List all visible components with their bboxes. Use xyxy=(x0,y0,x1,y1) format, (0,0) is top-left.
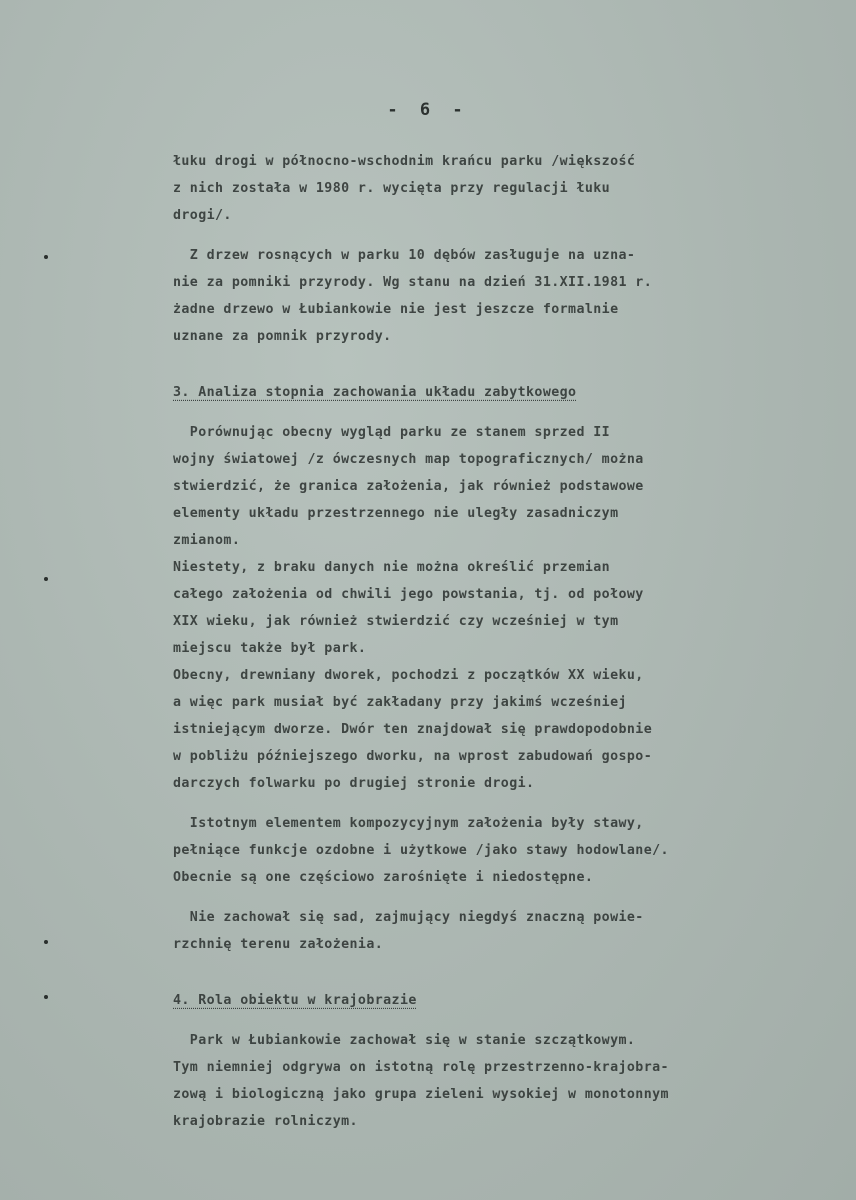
paragraph xyxy=(173,904,813,958)
text-line: Z drzew rosnących w parku 10 dębów zasługuje na uzna- xyxy=(173,248,636,263)
section-heading: 4. Rola obiektu w krajobrazie xyxy=(173,993,417,1008)
paragraph xyxy=(173,1027,813,1135)
text-line: Porównując obecny wygląd parku ze stanem sprzed II xyxy=(173,425,611,440)
text-line: krajobrazie rolniczym. xyxy=(173,1114,358,1129)
text-line: elementy układu przestrzennego nie uległy zasadniczym xyxy=(173,506,619,521)
text-line: Obecny, drewniany dworek, pochodzi z początków XX wieku, xyxy=(173,668,644,683)
text-line: Istotnym elementem kompozycyjnym założenia były stawy, xyxy=(173,816,644,831)
page-number: - 6 - xyxy=(387,100,469,120)
text-line: Niestety, z braku danych nie można określić przemian xyxy=(173,560,611,575)
text-line: pełniące funkcje ozdobne i użytkowe /jako stawy hodowlane/. xyxy=(173,843,669,858)
text-line: XIX wieku, jak również stwierdzić czy wcześniej w tym xyxy=(173,614,619,629)
text-line: darczych folwarku po drugiej stronie drogi. xyxy=(173,776,535,791)
paragraph xyxy=(173,810,813,891)
text-line: uznane za pomnik przyrody. xyxy=(173,329,392,344)
text-line: Tym niemniej odgrywa on istotną rolę przestrzenno-krajobra- xyxy=(173,1060,669,1075)
punch-hole-mark xyxy=(44,255,48,259)
text-line: Nie zachował się sad, zajmujący niegdyś znaczną powie- xyxy=(173,910,644,925)
text-line: Obecnie są one częściowo zarośnięte i niedostępne. xyxy=(173,870,594,885)
text-line: zową i biologiczną jako grupa zieleni wysokiej w monotonnym xyxy=(173,1087,669,1102)
paragraph xyxy=(173,419,813,797)
text-line: nie za pomniki przyrody. Wg stanu na dzień 31.XII.1981 r. xyxy=(173,275,653,290)
text-line: łuku drogi w północno-wschodnim krańcu parku /większość xyxy=(173,154,636,169)
text-line: miejscu także był park. xyxy=(173,641,367,656)
text-line: a więc park musiał być zakładany przy jakimś wcześniej xyxy=(173,695,627,710)
punch-hole-mark xyxy=(44,995,48,999)
text-line: rzchnię terenu założenia. xyxy=(173,937,384,952)
text-line: żadne drzewo w Łubiankowie nie jest jeszcze formalnie xyxy=(173,302,619,317)
text-line: w pobliżu późniejszego dworku, na wprost zabudowań gospo- xyxy=(173,749,653,764)
text-line: drogi/. xyxy=(173,208,232,223)
text-line: z nich została w 1980 r. wycięta przy regulacji łuku xyxy=(173,181,611,196)
text-line: istniejącym dworze. Dwór ten znajdował się prawdopodobnie xyxy=(173,722,653,737)
text-line: zmianom. xyxy=(173,533,241,548)
text-line: całego założenia od chwili jego powstania, tj. od połowy xyxy=(173,587,644,602)
punch-hole-mark xyxy=(44,577,48,581)
paragraph xyxy=(173,242,813,350)
section-heading: 3. Analiza stopnia zachowania układu zabytkowego xyxy=(173,385,577,400)
document-body xyxy=(173,148,813,1135)
text-line: wojny światowej /z ówczesnych map topograficznych/ można xyxy=(173,452,644,467)
paragraph xyxy=(173,148,813,229)
text-line: stwierdzić, że granica założenia, jak również podstawowe xyxy=(173,479,644,494)
punch-hole-mark xyxy=(44,940,48,944)
text-line: Park w Łubiankowie zachował się w stanie szczątkowym. xyxy=(173,1033,636,1048)
